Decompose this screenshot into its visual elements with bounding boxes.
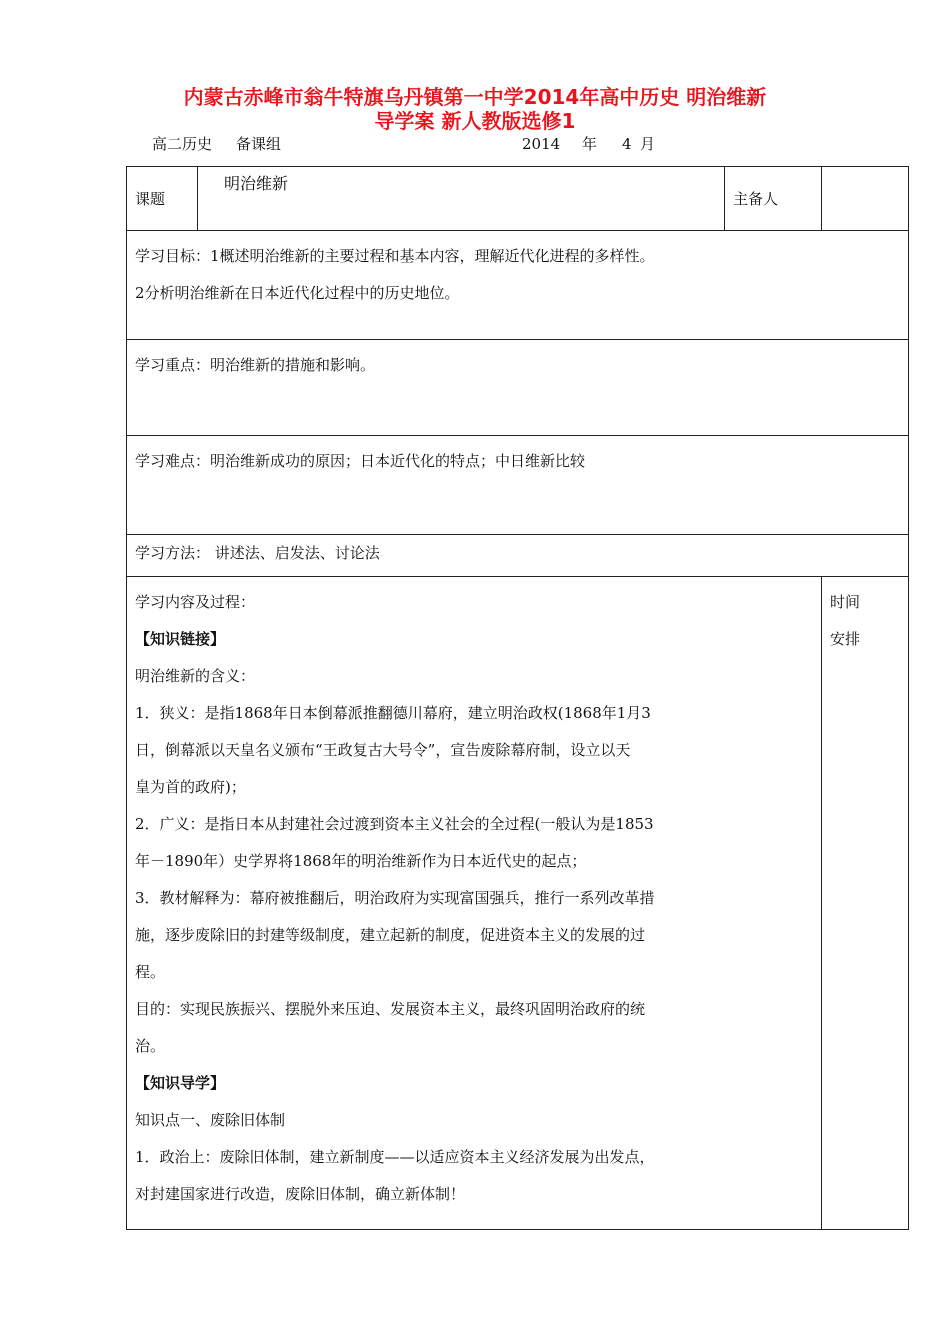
time-label-line-1: 时间 <box>830 593 861 611</box>
broad-definition-line-1: 2．广义：是指日本从封建社会过渡到资本主义社会的全过程(一般认为是1853 <box>135 815 654 833</box>
narrow-definition-line-2: 日，倒幕派以天皇名义颁布“王政复古大号令”，宣告废除幕府制，设立以天 <box>135 741 631 759</box>
month-unit: 月 <box>640 135 656 153</box>
knowledge-link-heading: 【知识链接】 <box>135 630 226 648</box>
document-title-line1: 内蒙古赤峰市翁牛特旗乌丹镇第一中学2014年高中历史 明治维新 <box>183 85 767 109</box>
document-title-line2: 导学案 新人教版选修1 <box>374 109 576 133</box>
content-heading: 学习内容及过程： <box>135 593 256 611</box>
knowledge-point-1: 知识点一、废除旧体制 <box>135 1111 286 1129</box>
goals-cell <box>127 231 909 340</box>
politics-line-1: 1．政治上：废除旧体制，建立新制度——以适应资本主义经济发展为出发点， <box>135 1148 655 1166</box>
knowledge-guide-heading: 【知识导学】 <box>135 1074 226 1092</box>
month-value: 4 <box>622 135 632 153</box>
purpose-line-2: 治。 <box>135 1037 166 1055</box>
topic-label: 课题 <box>135 190 166 208</box>
year-unit: 年 <box>582 135 598 153</box>
textbook-definition-line-2: 施，逐步废除旧的封建等级制度，建立起新的制度，促进资本主义的发展的过 <box>135 926 646 944</box>
topic-value: 明治维新 <box>224 174 289 193</box>
key-points-cell <box>127 340 909 436</box>
owner-label-cell <box>725 167 822 231</box>
purpose-line-1: 目的：实现民族振兴、摆脱外来压迫、发展资本主义，最终巩固明治政府的统 <box>135 1000 646 1018</box>
methods-text: 学习方法： 讲述法、启发法、讨论法 <box>135 544 380 562</box>
subject-label: 高二历史 <box>152 135 213 153</box>
owner-value-cell <box>822 167 909 231</box>
key-points-text: 学习重点：明治维新的措施和影响。 <box>135 356 376 374</box>
goals-line-2: 2分析明治维新在日本近代化过程中的历史地位。 <box>135 284 460 302</box>
time-arrangement-cell <box>822 577 909 1230</box>
goals-line-1: 学习目标：1概述明治维新的主要过程和基本内容，理解近代化进程的多样性。 <box>135 247 655 265</box>
year-value: 2014 <box>522 135 561 153</box>
difficulties-cell <box>127 436 909 535</box>
group-label: 备课组 <box>236 135 282 153</box>
narrow-definition-line-1: 1．狭义：是指1868年日本倒幕派推翻德川幕府，建立明治政权(1868年1月3 <box>135 704 651 722</box>
time-label-line-2: 安排 <box>830 630 861 648</box>
lesson-plan-table <box>126 166 909 1230</box>
textbook-definition-line-1: 3．教材解释为：幕府被推翻后，明治政府为实现富国强兵，推行一系列改革措 <box>135 889 655 907</box>
textbook-definition-line-3: 程。 <box>135 963 166 981</box>
owner-label: 主备人 <box>733 190 779 208</box>
topic-label-cell <box>127 167 198 231</box>
content-cell <box>127 577 822 1230</box>
methods-cell <box>127 535 909 577</box>
narrow-definition-line-3: 皇为首的政府)； <box>135 778 246 796</box>
difficulties-text: 学习难点：明治维新成功的原因；日本近代化的特点；中日维新比较 <box>135 452 586 470</box>
topic-value-cell <box>198 167 725 231</box>
broad-definition-line-2: 年－1890年）史学界将1868年的明治维新作为日本近代史的起点； <box>135 852 587 870</box>
meaning-heading: 明治维新的含义： <box>135 667 256 685</box>
politics-line-2: 对封建国家进行改造，废除旧体制，确立新体制！ <box>135 1185 466 1203</box>
